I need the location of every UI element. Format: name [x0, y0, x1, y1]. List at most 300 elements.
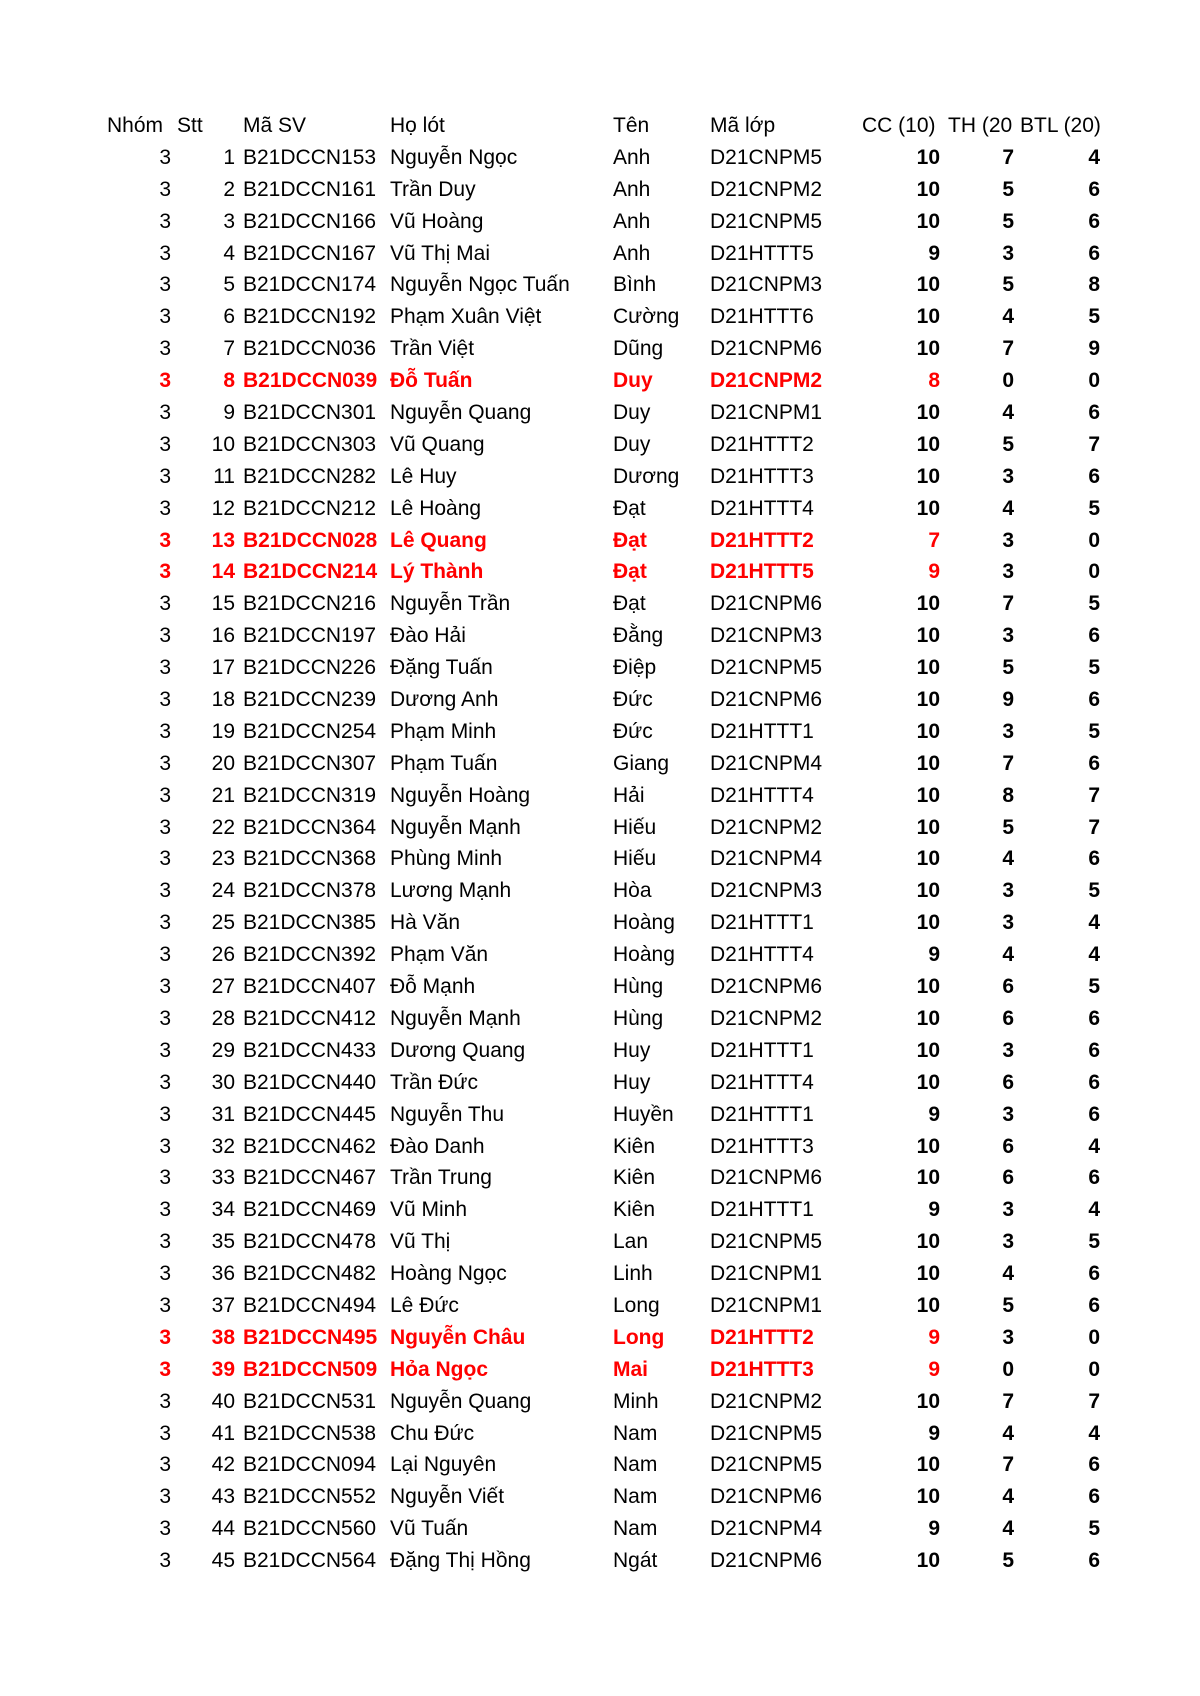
first-name-cell: Đạt: [613, 496, 646, 520]
last-middle-name-cell: Đào Danh: [390, 1134, 485, 1158]
first-name-cell: Anh: [613, 209, 651, 233]
class-code-cell: D21HTTT1: [710, 1198, 814, 1222]
table-row: [0, 1354, 1200, 1386]
btl-score-cell: 6: [1088, 624, 1100, 648]
th-score-cell: 7: [1002, 751, 1014, 775]
last-middle-name-cell: Vũ Hoàng: [390, 209, 484, 233]
stt-cell: 45: [211, 1549, 235, 1573]
th-score-cell: 5: [1002, 1293, 1014, 1317]
nhom-cell: 3: [159, 751, 171, 775]
last-middle-name-cell: Lê Huy: [390, 464, 457, 488]
th-score-cell: 0: [1002, 1357, 1014, 1381]
nhom-cell: 3: [159, 1262, 171, 1286]
student-id-cell: B21DCCN216: [243, 592, 377, 616]
btl-score-cell: 5: [1088, 1517, 1100, 1541]
nhom-cell: 3: [159, 1134, 171, 1158]
btl-score-cell: 6: [1088, 1070, 1100, 1094]
student-id-cell: B21DCCN482: [243, 1262, 377, 1286]
th-score-cell: 6: [1002, 1166, 1014, 1190]
nhom-cell: 3: [159, 145, 171, 169]
nhom-cell: 3: [159, 401, 171, 425]
student-id-cell: B21DCCN445: [243, 1102, 377, 1126]
class-code-cell: D21CNPM2: [710, 815, 823, 839]
last-middle-name-cell: Nguyễn Ngọc: [390, 145, 518, 169]
th-score-cell: 4: [1002, 1517, 1014, 1541]
class-code-cell: D21CNPM5: [710, 1230, 823, 1254]
last-middle-name-cell: Lương Mạnh: [390, 879, 512, 903]
student-id-cell: B21DCCN433: [243, 1038, 377, 1062]
table-row: [0, 780, 1200, 812]
btl-score-cell: 5: [1088, 1230, 1100, 1254]
cc-score-cell: 9: [928, 1198, 940, 1222]
cc-score-cell: 10: [916, 1262, 940, 1286]
table-row: [0, 269, 1200, 301]
th-score-cell: 7: [1002, 337, 1014, 361]
nhom-cell: 3: [159, 656, 171, 680]
cc-score-cell: 10: [916, 719, 940, 743]
table-row: [0, 588, 1200, 620]
table-row: [0, 365, 1200, 397]
header-ten: Tên: [613, 114, 650, 137]
th-score-cell: 7: [1002, 1453, 1014, 1477]
nhom-cell: 3: [159, 1485, 171, 1509]
nhom-cell: 3: [159, 1325, 171, 1349]
nhom-cell: 3: [159, 975, 171, 999]
table-row: [0, 174, 1200, 206]
stt-cell: 44: [211, 1517, 235, 1541]
stt-cell: 30: [211, 1070, 235, 1094]
stt-cell: 37: [211, 1293, 235, 1317]
last-middle-name-cell: Lại Nguyên: [390, 1453, 497, 1477]
stt-cell: 27: [211, 975, 235, 999]
table-row: [0, 1418, 1200, 1450]
btl-score-cell: 5: [1088, 719, 1100, 743]
stt-cell: 6: [223, 305, 235, 329]
th-score-cell: 3: [1002, 1230, 1014, 1254]
btl-score-cell: 5: [1088, 592, 1100, 616]
first-name-cell: Long: [613, 1293, 660, 1317]
nhom-cell: 3: [159, 1006, 171, 1030]
btl-score-cell: 4: [1088, 943, 1100, 967]
btl-score-cell: 6: [1088, 401, 1100, 425]
cc-score-cell: 10: [916, 209, 940, 233]
stt-cell: 38: [211, 1325, 235, 1349]
header-cc: CC (10): [862, 114, 936, 137]
table-row: [0, 1322, 1200, 1354]
table-row: [0, 875, 1200, 907]
class-code-cell: D21HTTT3: [710, 1134, 814, 1158]
first-name-cell: Mai: [613, 1357, 649, 1381]
stt-cell: 40: [211, 1389, 235, 1413]
nhom-cell: 3: [159, 1198, 171, 1222]
stt-cell: 19: [211, 719, 235, 743]
th-score-cell: 7: [1002, 592, 1014, 616]
th-score-cell: 6: [1002, 975, 1014, 999]
student-id-cell: B21DCCN094: [243, 1453, 377, 1477]
btl-score-cell: 6: [1088, 1102, 1100, 1126]
nhom-cell: 3: [159, 1421, 171, 1445]
student-id-cell: B21DCCN239: [243, 688, 377, 712]
btl-score-cell: 6: [1088, 1262, 1100, 1286]
student-id-cell: B21DCCN166: [243, 209, 377, 233]
btl-score-cell: 7: [1088, 432, 1100, 456]
first-name-cell: Minh: [613, 1389, 659, 1413]
student-id-cell: B21DCCN564: [243, 1549, 377, 1573]
stt-cell: 29: [211, 1038, 235, 1062]
header-ma-sv: Mã SV: [243, 114, 307, 137]
stt-cell: 2: [223, 177, 235, 201]
btl-score-cell: 8: [1088, 273, 1100, 297]
btl-score-cell: 4: [1088, 911, 1100, 935]
th-score-cell: 0: [1002, 369, 1014, 393]
table-row: [0, 1513, 1200, 1545]
stt-cell: 41: [211, 1421, 235, 1445]
stt-cell: 13: [211, 528, 235, 552]
student-id-cell: B21DCCN174: [243, 273, 377, 297]
class-code-cell: D21CNPM5: [710, 1453, 823, 1477]
student-id-cell: B21DCCN319: [243, 783, 377, 807]
cc-score-cell: 10: [916, 1453, 940, 1477]
cc-score-cell: 10: [916, 305, 940, 329]
last-middle-name-cell: Dương Quang: [390, 1038, 526, 1062]
stt-cell: 23: [211, 847, 235, 871]
cc-score-cell: 9: [928, 943, 940, 967]
class-code-cell: D21HTTT5: [710, 241, 814, 265]
first-name-cell: Đằng: [613, 624, 664, 648]
last-middle-name-cell: Lê Quang: [390, 528, 487, 552]
nhom-cell: 3: [159, 624, 171, 648]
cc-score-cell: 10: [916, 592, 940, 616]
nhom-cell: 3: [159, 1230, 171, 1254]
header-ma-lop: Mã lớp: [710, 114, 776, 137]
cc-score-cell: 10: [916, 1293, 940, 1317]
btl-score-cell: 6: [1088, 177, 1100, 201]
student-id-cell: B21DCCN212: [243, 496, 377, 520]
last-middle-name-cell: Lê Đức: [390, 1293, 459, 1317]
first-name-cell: Linh: [613, 1262, 653, 1286]
cc-score-cell: 8: [928, 369, 940, 393]
first-name-cell: Duy: [613, 369, 653, 393]
student-id-cell: B21DCCN378: [243, 879, 377, 903]
stt-cell: 22: [211, 815, 235, 839]
class-code-cell: D21CNPM2: [710, 369, 823, 393]
class-code-cell: D21CNPM2: [710, 1389, 823, 1413]
class-code-cell: D21CNPM5: [710, 656, 823, 680]
class-code-cell: D21CNPM2: [710, 1006, 823, 1030]
th-score-cell: 5: [1002, 432, 1014, 456]
th-score-cell: 5: [1002, 815, 1014, 839]
th-score-cell: 4: [1002, 847, 1014, 871]
th-score-cell: 5: [1002, 177, 1014, 201]
th-score-cell: 3: [1002, 879, 1014, 903]
cc-score-cell: 9: [928, 1357, 940, 1381]
first-name-cell: Hoàng: [613, 943, 675, 967]
class-code-cell: D21HTTT2: [710, 432, 814, 456]
stt-cell: 42: [211, 1453, 235, 1477]
student-id-cell: B21DCCN039: [243, 369, 378, 393]
table-row: [0, 525, 1200, 557]
stt-cell: 10: [211, 432, 235, 456]
nhom-cell: 3: [159, 1038, 171, 1062]
th-score-cell: 3: [1002, 624, 1014, 648]
first-name-cell: Dũng: [613, 337, 664, 361]
th-score-cell: 5: [1002, 1549, 1014, 1573]
class-code-cell: D21HTTT2: [710, 1325, 814, 1349]
th-score-cell: 3: [1002, 464, 1014, 488]
table-row: [0, 652, 1200, 684]
last-middle-name-cell: Nguyễn Viết: [390, 1485, 505, 1509]
th-score-cell: 5: [1002, 656, 1014, 680]
class-code-cell: D21CNPM6: [710, 688, 823, 712]
nhom-cell: 3: [159, 337, 171, 361]
first-name-cell: Long: [613, 1325, 665, 1349]
btl-score-cell: 9: [1088, 337, 1100, 361]
first-name-cell: Nam: [613, 1421, 658, 1445]
first-name-cell: Huy: [613, 1038, 651, 1062]
first-name-cell: Đức: [613, 719, 653, 743]
student-id-cell: B21DCCN495: [243, 1325, 378, 1349]
stt-cell: 28: [211, 1006, 235, 1030]
btl-score-cell: 7: [1088, 1389, 1100, 1413]
stt-cell: 43: [211, 1485, 235, 1509]
student-id-cell: B21DCCN494: [243, 1293, 377, 1317]
table-row: [0, 1131, 1200, 1163]
th-score-cell: 4: [1002, 496, 1014, 520]
last-middle-name-cell: Phạm Minh: [390, 719, 497, 743]
nhom-cell: 3: [159, 432, 171, 456]
class-code-cell: D21CNPM4: [710, 751, 823, 775]
cc-score-cell: 9: [928, 1325, 940, 1349]
student-id-cell: B21DCCN254: [243, 719, 377, 743]
class-code-cell: D21CNPM3: [710, 624, 823, 648]
student-id-cell: B21DCCN412: [243, 1006, 377, 1030]
table-row: [0, 206, 1200, 238]
class-code-cell: D21CNPM5: [710, 1421, 823, 1445]
table-row: [0, 461, 1200, 493]
stt-cell: 31: [211, 1102, 235, 1126]
cc-score-cell: 10: [916, 1485, 940, 1509]
student-id-cell: B21DCCN301: [243, 401, 377, 425]
cc-score-cell: 10: [916, 496, 940, 520]
grade-sheet: [0, 110, 1200, 1577]
th-score-cell: 3: [1002, 911, 1014, 935]
btl-score-cell: 4: [1088, 1198, 1100, 1222]
nhom-cell: 3: [159, 592, 171, 616]
class-code-cell: D21CNPM3: [710, 273, 823, 297]
class-code-cell: D21CNPM6: [710, 337, 823, 361]
header-row: [0, 110, 1200, 142]
last-middle-name-cell: Phạm Văn: [390, 943, 489, 967]
first-name-cell: Nam: [613, 1453, 658, 1477]
nhom-cell: 3: [159, 815, 171, 839]
last-middle-name-cell: Vũ Tuấn: [390, 1517, 469, 1541]
cc-score-cell: 10: [916, 401, 940, 425]
nhom-cell: 3: [159, 879, 171, 903]
header-th: TH (20: [948, 114, 1013, 137]
last-middle-name-cell: Nguyễn Quang: [390, 401, 532, 425]
stt-cell: 20: [211, 751, 235, 775]
nhom-cell: 3: [159, 911, 171, 935]
btl-score-cell: 7: [1088, 783, 1100, 807]
student-id-cell: B21DCCN385: [243, 911, 377, 935]
th-score-cell: 4: [1002, 1262, 1014, 1286]
btl-score-cell: 6: [1088, 751, 1100, 775]
stt-cell: 24: [211, 879, 235, 903]
th-score-cell: 4: [1002, 305, 1014, 329]
btl-score-cell: 7: [1088, 815, 1100, 839]
student-id-cell: B21DCCN392: [243, 943, 377, 967]
table-row: [0, 238, 1200, 270]
class-code-cell: D21CNPM6: [710, 592, 823, 616]
th-score-cell: 5: [1002, 209, 1014, 233]
table-row: [0, 1099, 1200, 1131]
class-code-cell: D21HTTT1: [710, 911, 814, 935]
nhom-cell: 3: [159, 1293, 171, 1317]
btl-score-cell: 0: [1088, 1357, 1100, 1381]
th-score-cell: 6: [1002, 1006, 1014, 1030]
table-row: [0, 301, 1200, 333]
class-code-cell: D21CNPM6: [710, 1166, 823, 1190]
student-id-cell: B21DCCN467: [243, 1166, 377, 1190]
table-row: [0, 1003, 1200, 1035]
stt-cell: 5: [223, 273, 235, 297]
btl-score-cell: 6: [1088, 1485, 1100, 1509]
btl-score-cell: 0: [1088, 528, 1100, 552]
first-name-cell: Anh: [613, 145, 651, 169]
stt-cell: 1: [223, 145, 235, 169]
first-name-cell: Bình: [613, 273, 657, 297]
last-middle-name-cell: Hà Văn: [390, 911, 461, 935]
th-score-cell: 4: [1002, 1421, 1014, 1445]
table-row: [0, 333, 1200, 365]
btl-score-cell: 6: [1088, 464, 1100, 488]
student-id-cell: B21DCCN538: [243, 1421, 377, 1445]
table-row: [0, 397, 1200, 429]
cc-score-cell: 10: [916, 145, 940, 169]
nhom-cell: 3: [159, 1453, 171, 1477]
class-code-cell: D21CNPM5: [710, 145, 823, 169]
last-middle-name-cell: Hoàng Ngọc: [390, 1262, 507, 1286]
class-code-cell: D21CNPM4: [710, 1517, 823, 1541]
last-middle-name-cell: Nguyễn Ngọc Tuấn: [390, 273, 570, 297]
nhom-cell: 3: [159, 688, 171, 712]
table-row: [0, 142, 1200, 174]
student-id-cell: B21DCCN028: [243, 528, 378, 552]
stt-cell: 34: [211, 1198, 235, 1222]
btl-score-cell: 4: [1088, 145, 1100, 169]
table-row: [0, 1449, 1200, 1481]
cc-score-cell: 10: [916, 751, 940, 775]
nhom-cell: 3: [159, 209, 171, 233]
student-id-cell: B21DCCN407: [243, 975, 377, 999]
cc-score-cell: 10: [916, 273, 940, 297]
table-row: [0, 1162, 1200, 1194]
class-code-cell: D21CNPM6: [710, 975, 823, 999]
table-row: [0, 1194, 1200, 1226]
th-score-cell: 4: [1002, 1485, 1014, 1509]
cc-score-cell: 9: [928, 1517, 940, 1541]
last-middle-name-cell: Nguyễn Thu: [390, 1102, 505, 1126]
th-score-cell: 8: [1002, 783, 1014, 807]
cc-score-cell: 10: [916, 911, 940, 935]
first-name-cell: Lan: [613, 1230, 649, 1254]
first-name-cell: Kiên: [613, 1166, 656, 1190]
table-row: [0, 907, 1200, 939]
first-name-cell: Ngát: [613, 1549, 658, 1573]
btl-score-cell: 5: [1088, 305, 1100, 329]
btl-score-cell: 6: [1088, 1166, 1100, 1190]
last-middle-name-cell: Đặng Tuấn: [390, 656, 493, 680]
nhom-cell: 3: [159, 369, 171, 393]
cc-score-cell: 10: [916, 1134, 940, 1158]
first-name-cell: Giang: [613, 751, 670, 775]
cc-score-cell: 10: [916, 337, 940, 361]
student-id-cell: B21DCCN197: [243, 624, 377, 648]
th-score-cell: 5: [1002, 273, 1014, 297]
last-middle-name-cell: Nguyễn Hoàng: [390, 783, 531, 807]
class-code-cell: D21HTTT5: [710, 560, 814, 584]
table-row: [0, 1258, 1200, 1290]
nhom-cell: 3: [159, 1102, 171, 1126]
cc-score-cell: 10: [916, 847, 940, 871]
th-score-cell: 9: [1002, 688, 1014, 712]
btl-score-cell: 6: [1088, 1293, 1100, 1317]
student-id-cell: B21DCCN153: [243, 145, 377, 169]
th-score-cell: 3: [1002, 719, 1014, 743]
first-name-cell: Kiên: [613, 1134, 656, 1158]
student-id-cell: B21DCCN469: [243, 1198, 377, 1222]
class-code-cell: D21CNPM4: [710, 847, 823, 871]
stt-cell: 12: [211, 496, 235, 520]
class-code-cell: D21CNPM1: [710, 1293, 823, 1317]
btl-score-cell: 0: [1088, 560, 1100, 584]
cc-score-cell: 7: [928, 528, 940, 552]
cc-score-cell: 10: [916, 1070, 940, 1094]
table-row: [0, 1290, 1200, 1322]
first-name-cell: Hiếu: [613, 815, 657, 839]
nhom-cell: 3: [159, 305, 171, 329]
first-name-cell: Nam: [613, 1517, 658, 1541]
nhom-cell: 3: [159, 1549, 171, 1573]
nhom-cell: 3: [159, 241, 171, 265]
cc-score-cell: 10: [916, 783, 940, 807]
table-row: [0, 1067, 1200, 1099]
th-score-cell: 7: [1002, 1389, 1014, 1413]
stt-cell: 39: [211, 1357, 235, 1381]
nhom-cell: 3: [159, 273, 171, 297]
nhom-cell: 3: [159, 528, 171, 552]
student-id-cell: B21DCCN214: [243, 560, 378, 584]
student-id-cell: B21DCCN531: [243, 1389, 377, 1413]
student-id-cell: B21DCCN462: [243, 1134, 377, 1158]
last-middle-name-cell: Nguyễn Mạnh: [390, 815, 521, 839]
last-middle-name-cell: Đỗ Tuấn: [390, 369, 473, 393]
last-middle-name-cell: Nguyễn Châu: [390, 1325, 526, 1349]
stt-cell: 14: [211, 560, 235, 584]
class-code-cell: D21CNPM2: [710, 177, 823, 201]
btl-score-cell: 4: [1088, 1134, 1100, 1158]
stt-cell: 25: [211, 911, 235, 935]
class-code-cell: D21HTTT2: [710, 528, 814, 552]
table-row: [0, 1545, 1200, 1577]
first-name-cell: Hòa: [613, 879, 652, 903]
cc-score-cell: 10: [916, 177, 940, 201]
nhom-cell: 3: [159, 719, 171, 743]
th-score-cell: 3: [1002, 1325, 1014, 1349]
cc-score-cell: 10: [916, 464, 940, 488]
table-row: [0, 716, 1200, 748]
first-name-cell: Duy: [613, 432, 651, 456]
